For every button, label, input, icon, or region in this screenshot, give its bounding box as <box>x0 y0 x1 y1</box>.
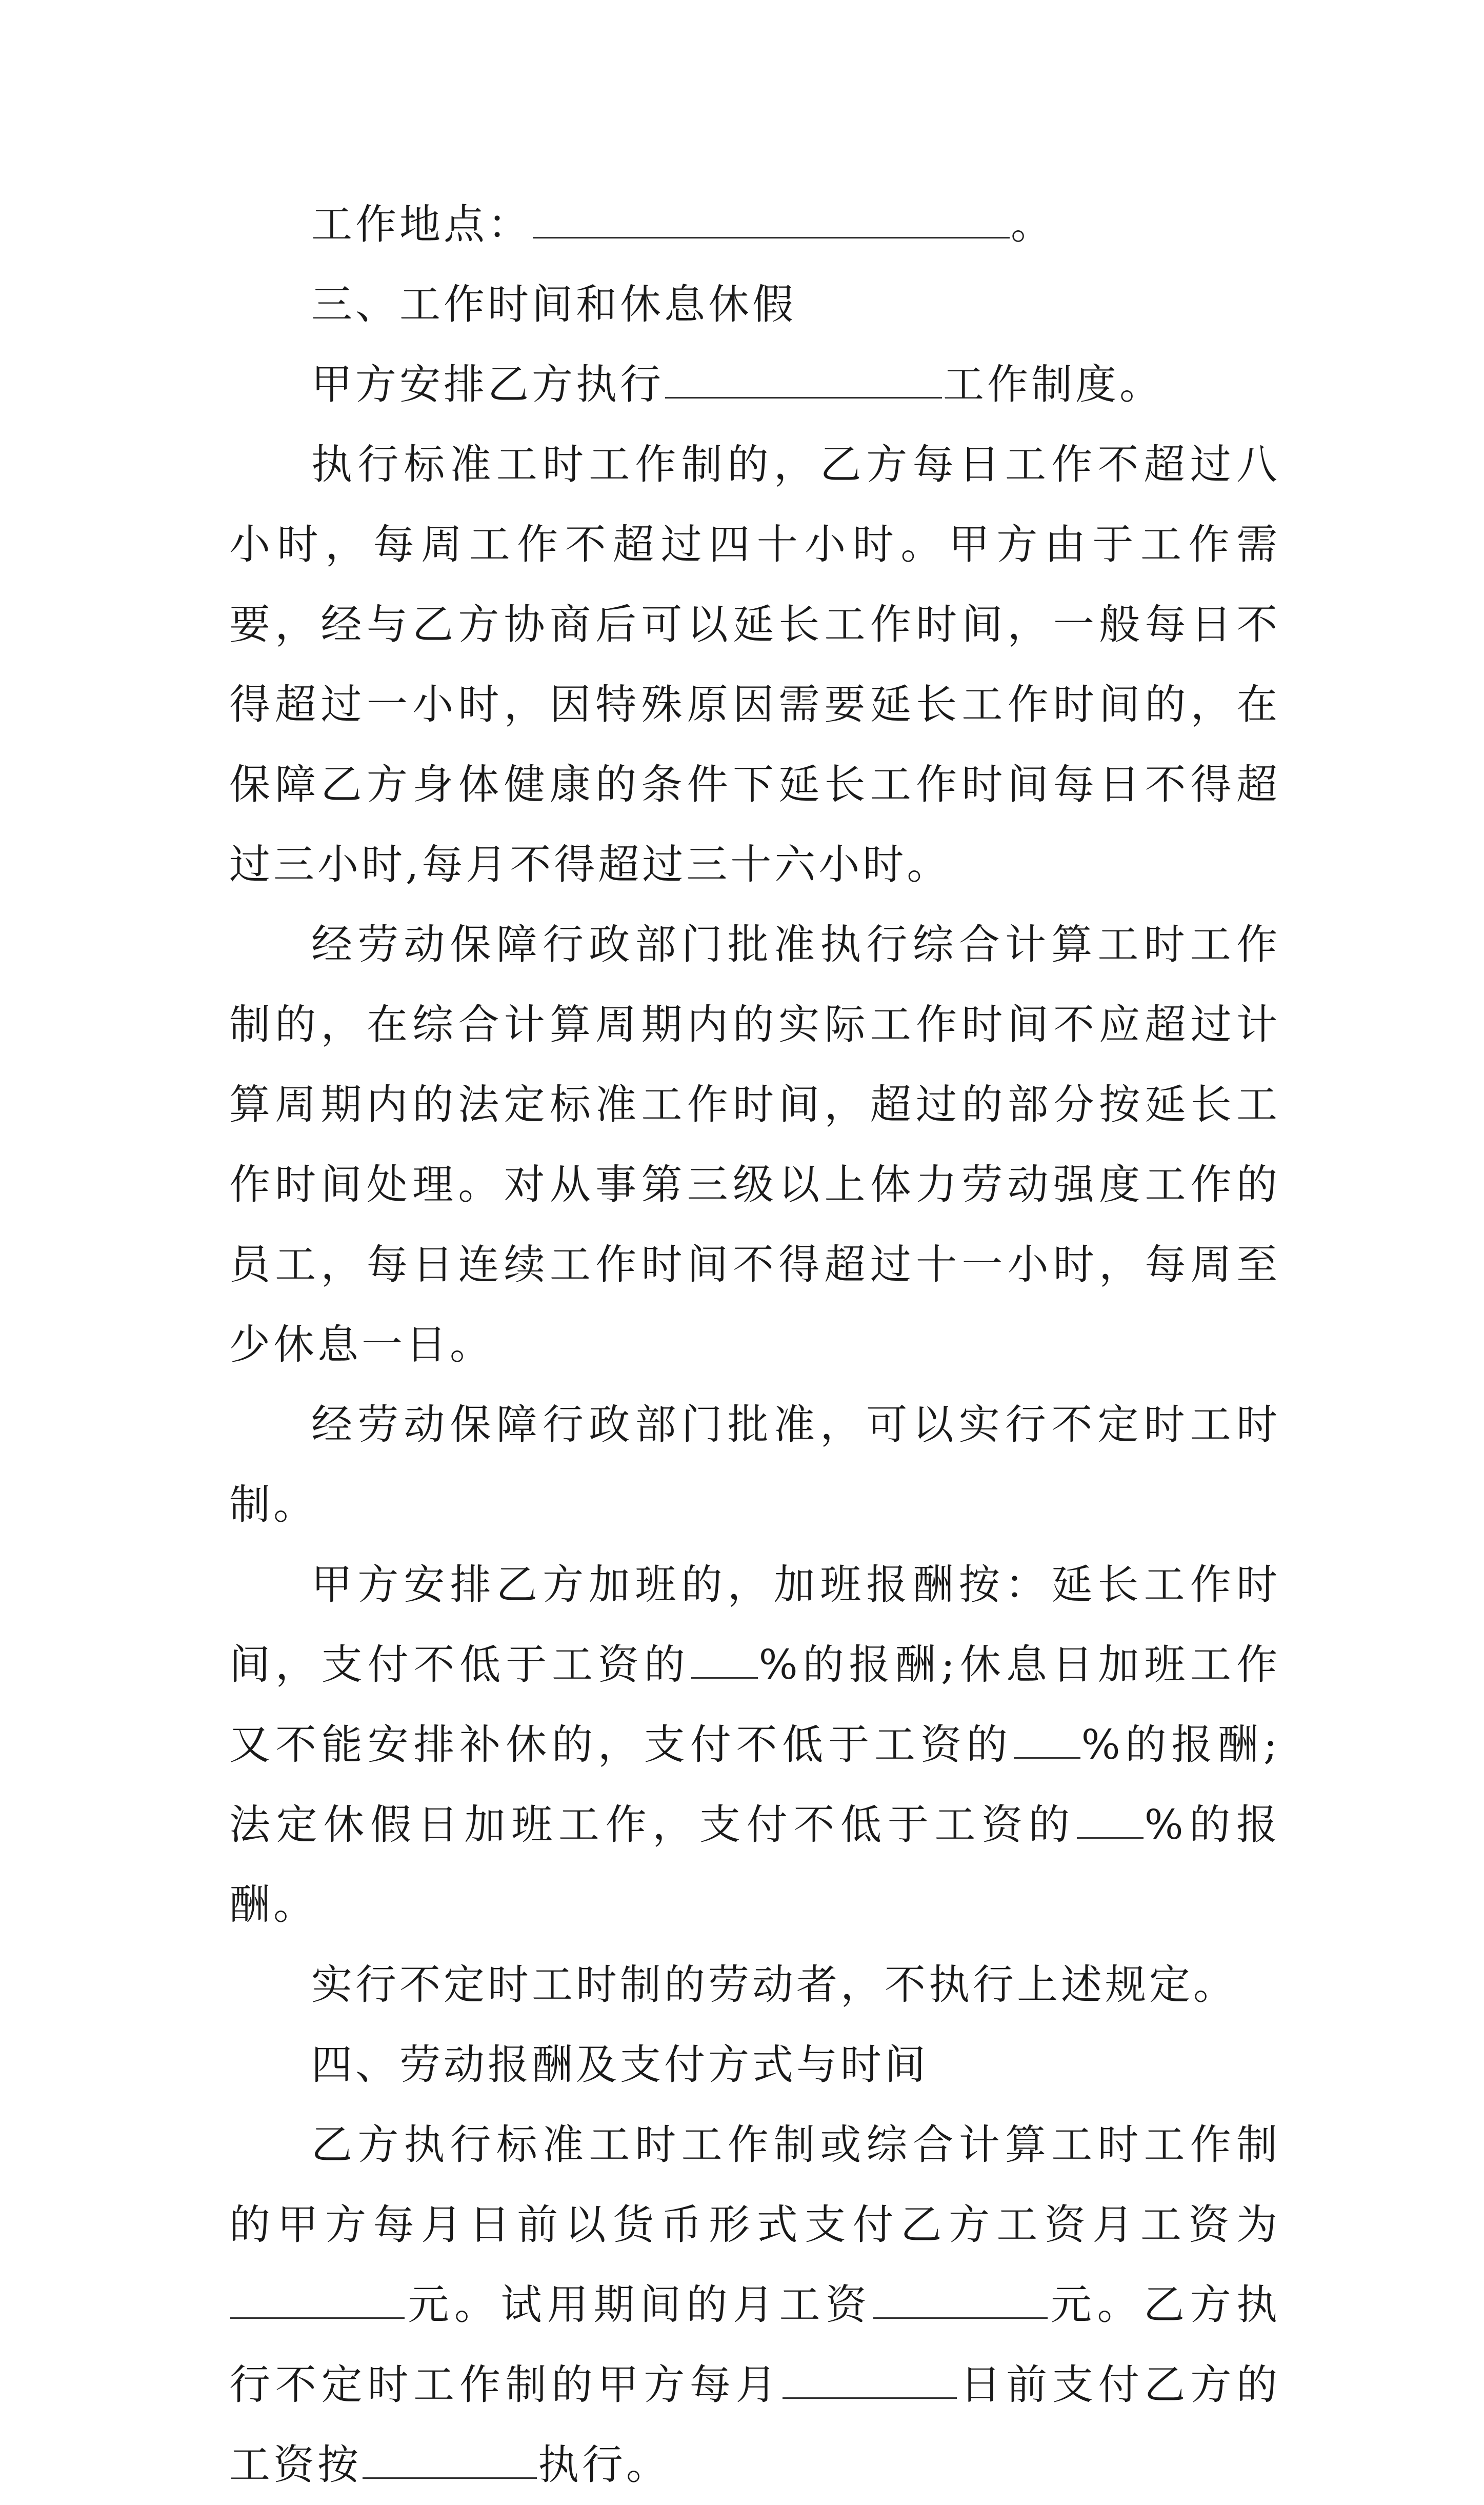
overtime-weekday-percent-blank[interactable] <box>691 1641 758 1679</box>
work-location-end: 。 <box>1011 201 1055 248</box>
overtime-holiday-percent-blank[interactable] <box>1077 1801 1144 1839</box>
payment-standard-blank[interactable] <box>363 2441 537 2479</box>
overtime-text-3: %的报酬;法定休假日加班工作，支付不低于工资的 <box>229 1721 1281 1848</box>
overtime-text-1: 甲方安排乙方加班的，加班报酬按：延长工作时间，支付不低于工资的 <box>229 1561 1280 1688</box>
salary-text-5: 执行。 <box>538 2441 670 2489</box>
salary-text-4: 日前支付乙方的工资按 <box>229 2361 1281 2489</box>
paragraph-salary-payment <box>229 2105 1280 2505</box>
paragraph-overtime-pay <box>229 1545 1280 1945</box>
paragraph-flexible-exemption: 实行不定时工时制的劳动者，不执行上述规定。 <box>311 1961 1237 2009</box>
salary-text-1: 乙方执行标准工时工作制或综合计算工时工作制的甲方每月日前以货币形式支付乙方工资月工资为 <box>229 2121 1280 2249</box>
work-system-label: 甲方安排乙方执行 <box>311 361 664 408</box>
probation-salary-blank[interactable] <box>873 2281 1048 2319</box>
overtime-restday-percent-blank[interactable] <box>1014 1721 1080 1759</box>
overtime-text-4: %的报酬。 <box>229 1801 1281 1929</box>
work-location-blank[interactable] <box>533 201 1010 238</box>
document-body <box>229 185 1280 2505</box>
work-system-blank[interactable] <box>665 361 942 399</box>
monthly-salary-blank[interactable] <box>230 2281 405 2319</box>
payment-day-blank[interactable] <box>783 2361 957 2399</box>
work-location-label: 工作地点： <box>311 201 532 248</box>
overtime-text-2: %的报酬;休息日加班工作又不能安排补休的，支付不低于工资的 <box>229 1641 1281 1768</box>
salary-text-3: 元。乙方执行不定时工作制的甲方每月 <box>229 2281 1280 2409</box>
salary-text-2: 元。试用期间的月工资 <box>406 2281 872 2329</box>
paragraph-work-location <box>229 185 1280 265</box>
work-system-end: 工作制度。 <box>943 361 1164 408</box>
section-heading-remuneration: 四、劳动报酬及支付方式与时间 <box>311 2041 929 2089</box>
section-heading-work-hours: 三、工作时间和休息休假 <box>311 281 796 328</box>
paragraph-flexible-hours: 经劳动保障行政部门批准，可以实行不定时工时制。 <box>229 1401 1280 1528</box>
paragraph-comprehensive-hours: 经劳动保障行政部门批准执行综合计算工时工作制的，在综合计算周期内的实际工作时间不应超过计算周期内的法定标准工作时间，超过的部分按延长工作时间处理。对从事第三级以上体力劳动强度工作的员工，每日连续工作时间不得超过十一小时，每周至少休息一日。 <box>229 921 1280 1368</box>
paragraph-work-system <box>229 345 1280 425</box>
paragraph-standard-hours: 执行标准工时工作制的，乙方每日工作不超过八小时，每周工作不超过四十小时。甲方由于工作需要，经与乙方协商后可以延长工作时间，一般每日不得超过一小时，因特殊原因需要延长工作时间的，在保障乙方身体健康的条件下延长工作时间每日不得超过三小时,每月不得超过三十六小时。 <box>229 441 1280 888</box>
